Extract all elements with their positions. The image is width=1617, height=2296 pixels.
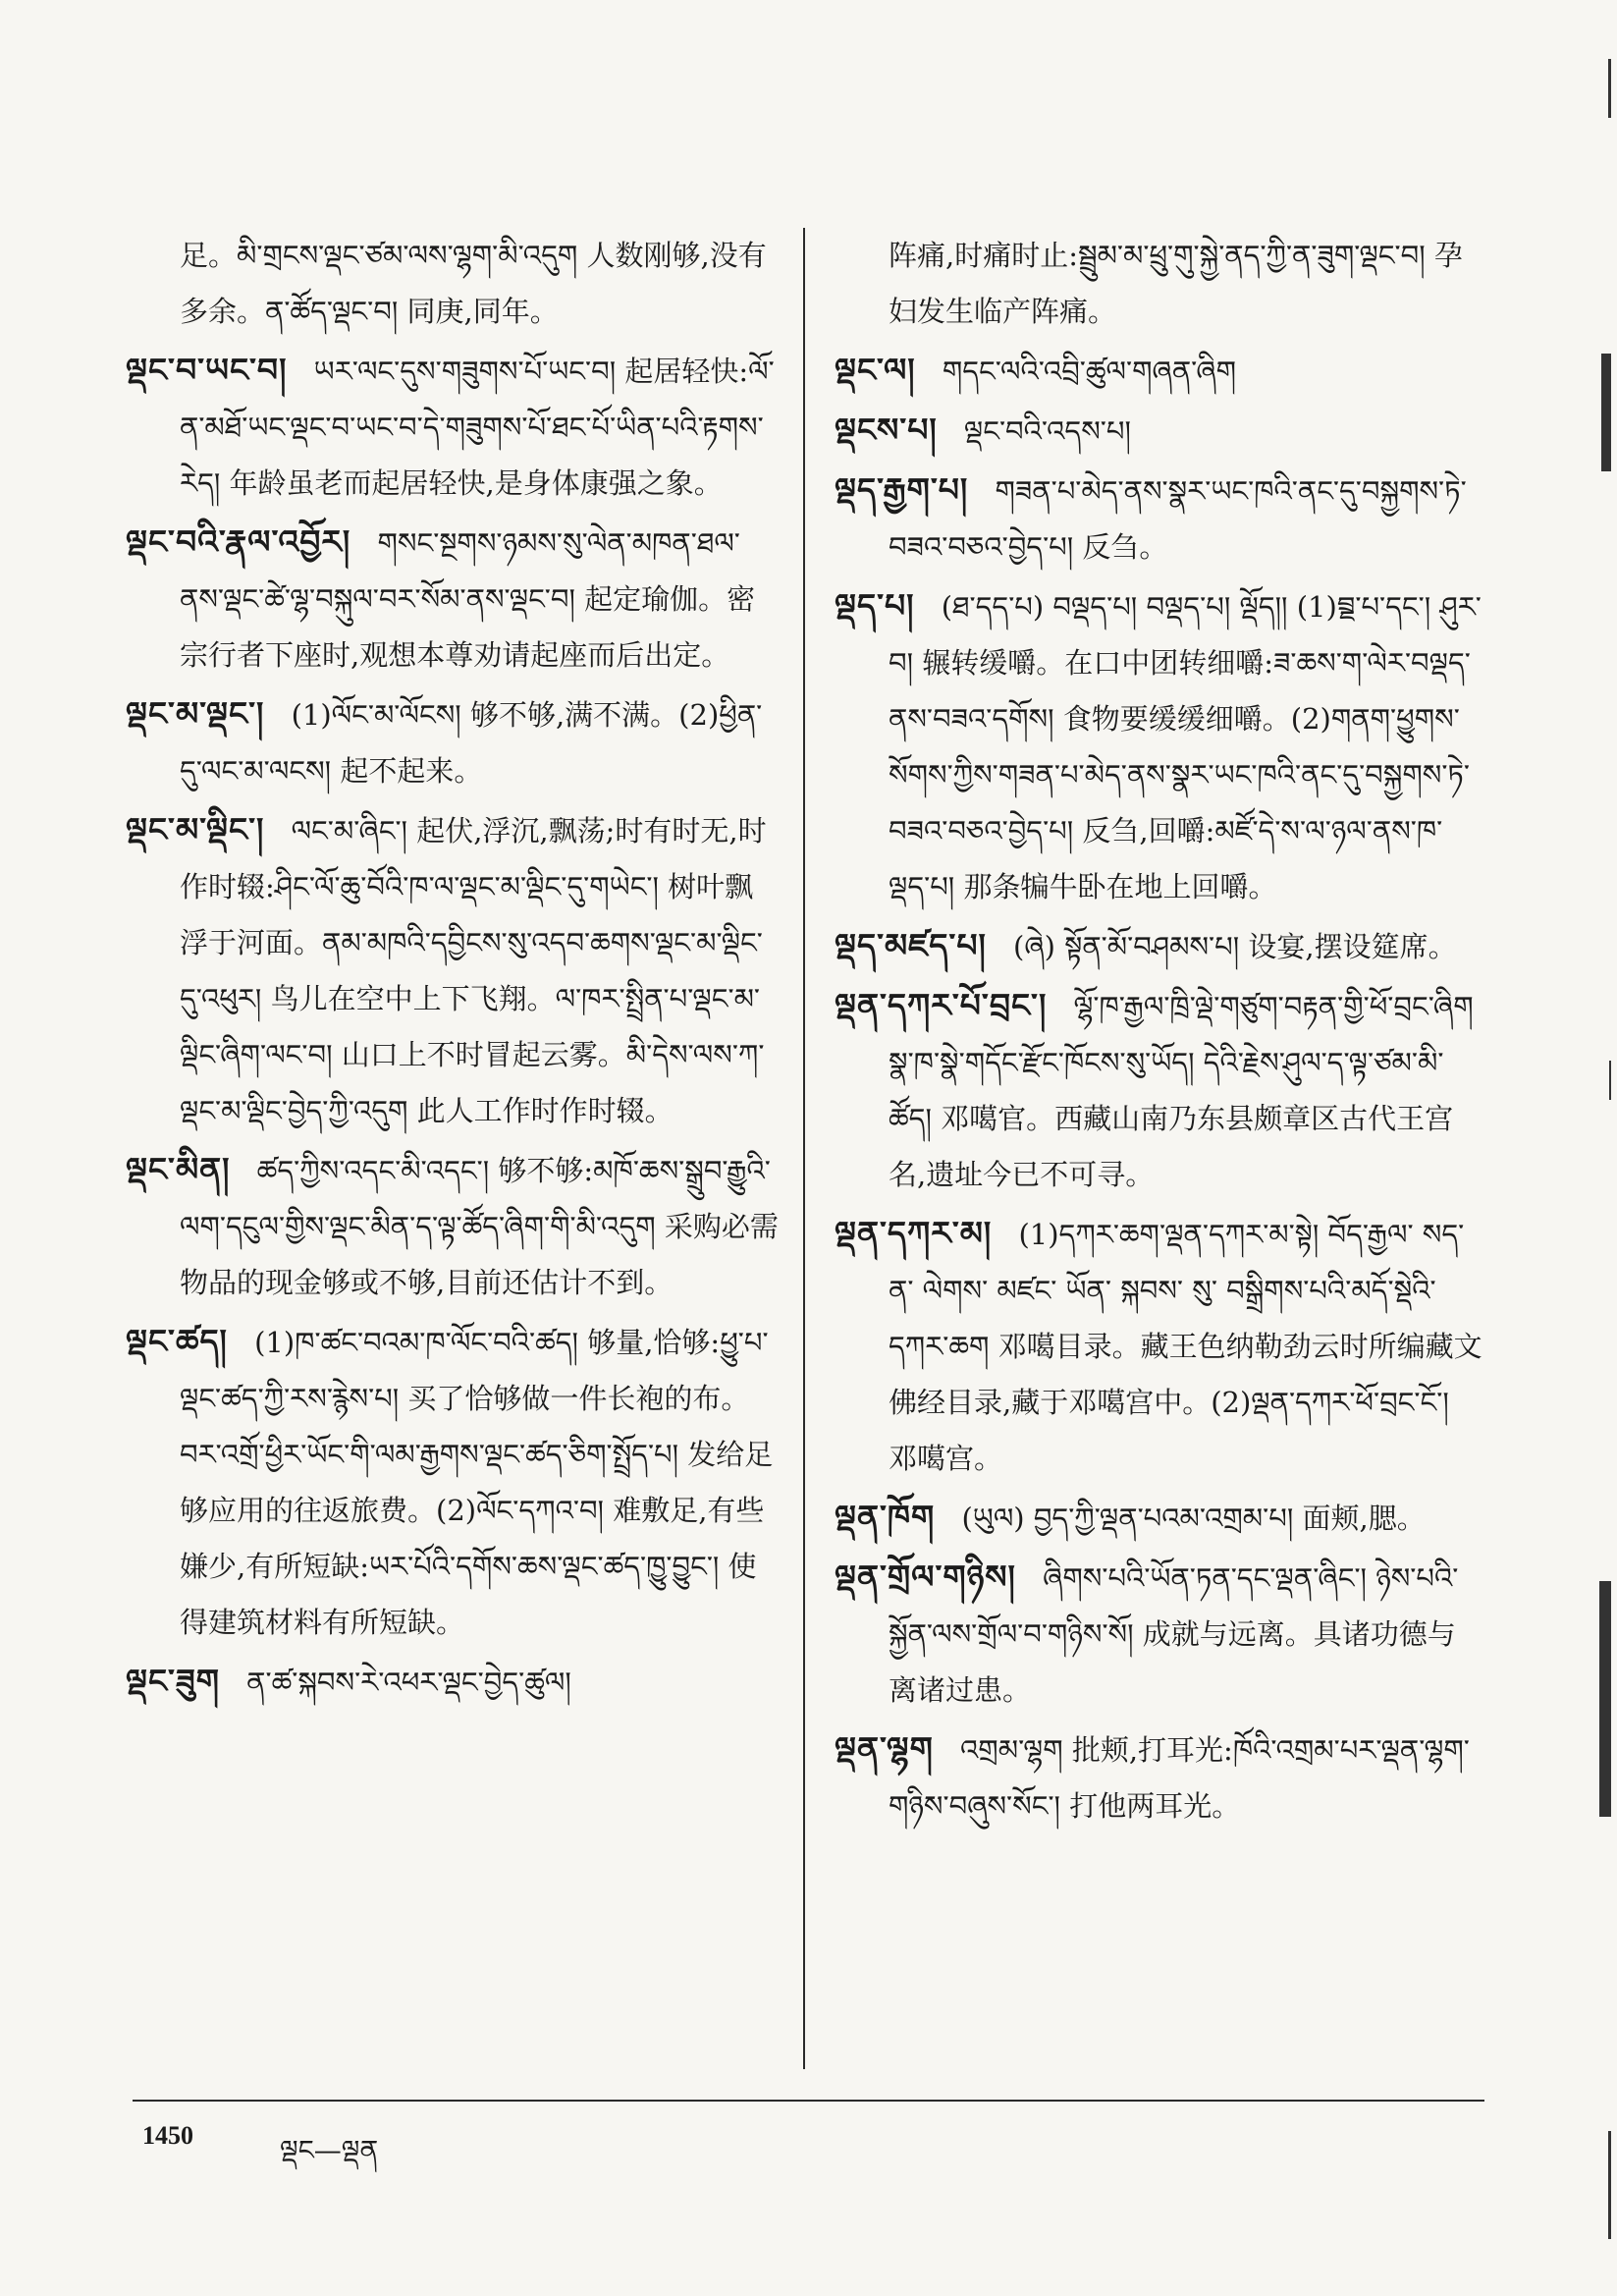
- entry-body: གདང་ལའི་འབྲི་ཚུལ་གཞན་ཞིག: [942, 355, 1237, 388]
- entry-continuation: [126, 228, 779, 340]
- entry-body: ལྡང་བའི་འདས་པ།: [963, 414, 1131, 448]
- scan-edge-marks: [1590, 59, 1611, 2249]
- left-column: [126, 228, 779, 1713]
- dictionary-entry: [835, 342, 1482, 400]
- dictionary-entry: [126, 1653, 779, 1711]
- entry-body: གསང་སྔགས་ཉམས་སུ་ལེན་མཁན་ཐལ་ནས་ལྡང་ཚེ་ལྷ་བསྐུལ་བར་སོམ་ནས་ལྡང་བ། 起定瑜伽。密宗行者下座时,观想本尊劝请起座而后出定。: [180, 526, 756, 672]
- dictionary-entry: [126, 685, 779, 799]
- headword: ལྡན་གྲོལ་གཉིས།: [835, 1558, 1016, 1596]
- headword: ལྡན་དཀར་པོ་བྲང་།: [835, 986, 1048, 1024]
- headword: ལྡང་མིན།: [126, 1150, 231, 1188]
- entry-body: གཟན་པ་མེད་ནས་སྣར་ཡང་ཁའི་ནང་དུ་བསྐྱགས་ཏེ་བཟའ་བཅའ་བྱེད་པ། 反刍。: [889, 474, 1467, 564]
- dictionary-entry: [835, 1205, 1482, 1487]
- entry-body: (ཞེ) སྟོན་མོ་བཤམས་པ། 设宴,摆设筵席。: [1013, 930, 1457, 963]
- dictionary-entry: [126, 342, 779, 512]
- entry-body: ཞིགས་པའི་ཡོན་ཏན་དང་ལྡན་ཞིང་། ཉེས་པའི་སྐྱོན་ལས་གྲོལ་བ་གཉིས་སོ། 成就与远离。具诸功德与离诸过患。: [889, 1561, 1459, 1707]
- headword: ལྡན་དཀར་མ།: [835, 1214, 993, 1252]
- entry-body: ཚད་ཀྱིས་འདང་མི་འདང་། 够不够:མཁོ་ཆས་སྒྲུབ་རྒྱུའི་ལག་དངུལ་གྱིས་ལྡང་མིན་ད་ལྟ་ཚོད་ཞིག་གི་མི་འདུག 采购必需物品的现金够或不够,目前还估计不到。: [180, 1154, 779, 1299]
- headword: ལྡང་ལ།: [835, 351, 916, 389]
- entry-body: ལྷོ་ཁ་རྒྱལ་ཁྲི་ལྡེ་གཙུག་བརྟན་གྱི་ཕོ་བྲང་ཞིག སྣ་ཁ་སྣེ་གདོང་རྫོང་ཁོངས་སུ་ཡོད། དེའི་རྗེས་ཤུལ་ད་ལྟ་ཙམ་མི་ཚོད། 邓噶官。西藏山南乃东县颇章区古代王宫名,遗址今已不可寻。: [889, 990, 1474, 1191]
- dictionary-entry: [126, 801, 779, 1139]
- dictionary-entry: [126, 1141, 779, 1311]
- headword: ལྡང་བ་ཡང་བ།: [126, 351, 288, 389]
- entry-body: 阵痛,时痛时止:སྦྲུམ་མ་ཕྲུ་གུ་སྐྱེ་ནད་ཀྱི་ན་ཟུག་ལྡང་བ། 孕妇发生临产阵痛。: [889, 239, 1463, 328]
- headword: ལྡང་ཟུག: [126, 1662, 220, 1700]
- headword: ལྡད་མཛད་པ།: [835, 926, 987, 964]
- entry-body: 足。མི་གྲངས་ལྡང་ཙམ་ལས་ལྷག་མི་འདུག 人数刚够,没有多余。ན་ཚོད་ལྡང་བ། 同庚,同年。: [180, 239, 767, 328]
- dictionary-entry: [835, 577, 1482, 915]
- headword: ལྡན་ལྷག: [835, 1729, 934, 1768]
- dictionary-entry: [835, 462, 1482, 575]
- running-head: ལྡང—ལྡན: [280, 2134, 379, 2166]
- headword: ལྡང་ཚད།: [126, 1322, 228, 1360]
- dictionary-entry: [835, 917, 1482, 975]
- headword: ལྡད་རྒྱག་པ།: [835, 470, 969, 509]
- entry-body: (1)དཀར་ཆག་ལྡན་དཀར་མ་སྟེ། བོད་རྒྱལ་ སད་ན་ ལེགས་ མཛང་ ཡོན་ སྐབས་ སུ་ བསྒྲིགས་པའི་མདོ་སྡེའི་དཀར་ཆག 邓噶目录。藏王色纳勒劲云时所编藏文佛经目录,藏于邓噶宫中。(2)ལྡན་དཀར་ཕོ་བྲང་ངོ་། 邓噶宫。: [889, 1218, 1482, 1475]
- entry-continuation: [835, 228, 1482, 340]
- page-number: 1450: [142, 2121, 193, 2150]
- dictionary-entry: [835, 402, 1482, 460]
- right-column: [835, 228, 1482, 1836]
- headword: ལྡངས་པ།: [835, 410, 938, 449]
- dictionary-entry: [835, 977, 1482, 1203]
- entry-body: (1)ཁ་ཚང་བའམ་ཁ་ལོང་བའི་ཚད། 够量,恰够:ཕྱུ་པ་ལྡང་ཚད་ཀྱི་རས་རྙེས་པ། 买了恰够做一件长袍的布。བར་འགྲོ་ཕྱིར་ཡོང་གི་ལམ་རྒྱགས་ལྡང་ཚད་ཅིག་སྤྲོད་པ། 发给足够应用的往返旅费。(2)ལོང་དཀའ་བ། 难敷足,有些嫌少,有所短缺:ཡར་པོའི་དགོས་ཆས་ལྡང་ཚད་ཁྱུ་བྱུང་། 使得建筑材料有所短缺。: [180, 1326, 774, 1639]
- entry-body: (ཡུལ) བྱད་ཀྱི་ལྡན་པའམ་འགྲམ་པ། 面颊,腮。: [961, 1502, 1426, 1535]
- dictionary-entry: [835, 1549, 1482, 1719]
- footer-rule: [133, 2100, 1484, 2102]
- entry-body: (1)ལོང་མ་ལོངས། 够不够,满不满。(2)ཕྱིན་དུ་ལང་མ་ལངས། 起不起来。: [180, 698, 763, 788]
- headword: ལྡང་མ་ལྡང་།: [126, 694, 265, 733]
- headword: ལྡང་མ་ལྡིང་།: [126, 810, 265, 848]
- dictionary-entry: [126, 514, 779, 683]
- dictionary-entry: [835, 1721, 1482, 1834]
- dictionary-entry: [126, 1313, 779, 1651]
- entry-body: ཡར་ལང་དུས་གཟུགས་པོ་ཡང་བ། 起居轻快:ལོ་ན་མཐོ་ཡང་ལྡང་བ་ཡང་བ་དེ་གཟུགས་པོ་ཐང་པོ་ཡིན་པའི་རྟགས་རེད། 年龄虽老而起居轻快,是身体康强之象。: [180, 355, 775, 500]
- entry-body: ན་ཚ་སྐབས་རེ་འཕར་ལྡང་བྱེད་ཚུལ།: [246, 1666, 571, 1699]
- entry-body: (ཐ་དད་པ) བལྡད་པ། བལྡད་པ། ལྡོད།། (1)བྲྡ་པ་དང་། ཤུར་བ། 辗转缓嚼。在口中团转细嚼:ཟ་ཆས་ག་ལེར་བལྡད་ནས་བཟའ་དགོས། 食物要缓缓细嚼。(2)གནག་ཕྱུགས་སོགས་ཀྱིས་གཟན་པ་མེད་ནས་སྣར་ཡང་ཁའི་ནང་དུ་བསྐྱགས་ཏེ་བཟའ་བཅའ་བྱེད་པ། 反刍,回嚼:མཛོ་དེ་ས་ལ་ཉལ་ནས་ཁ་ལྡད་པ། 那条犏牛卧在地上回嚼。: [889, 590, 1482, 903]
- entry-body: ལང་མ་ཞིང་། 起伏,浮沉,飘荡;时有时无,时作时辍:ཤིང་ལོ་ཆུ་བོའི་ཁ་ལ་ལྡང་མ་ལྡིང་དུ་གཡེང་། 树叶飘浮于河面。ནམ་མཁའི་དབྱིངས་སུ་འདབ་ཆགས་ལྡང་མ་ལྡིང་དུ་འཕུར། 鸟儿在空中上下飞翔。ལ་ཁར་སྤྲིན་པ་ལྡང་མ་ལྡིང་ཞིག་ལང་བ། 山口上不时冒起云雾。མི་དེས་ལས་ཀ་ལྡང་མ་ལྡིང་བྱེད་ཀྱི་འདུག 此人工作时作时辍。: [180, 814, 767, 1127]
- column-divider: [803, 228, 805, 2069]
- entry-body: འགྲམ་ལྷག 批颊,打耳光:ཁོའི་འགྲམ་པར་ལྡན་ལྷག་གཉིས་བཞུས་སོང་། 打他两耳光。: [889, 1733, 1470, 1823]
- dictionary-entry: [835, 1489, 1482, 1547]
- headword: ལྡད་པ།: [835, 586, 915, 625]
- headword: ལྡན་ཁོག: [835, 1498, 936, 1536]
- headword: ལྡང་བའི་རྣལ་འབྱོར།: [126, 522, 351, 561]
